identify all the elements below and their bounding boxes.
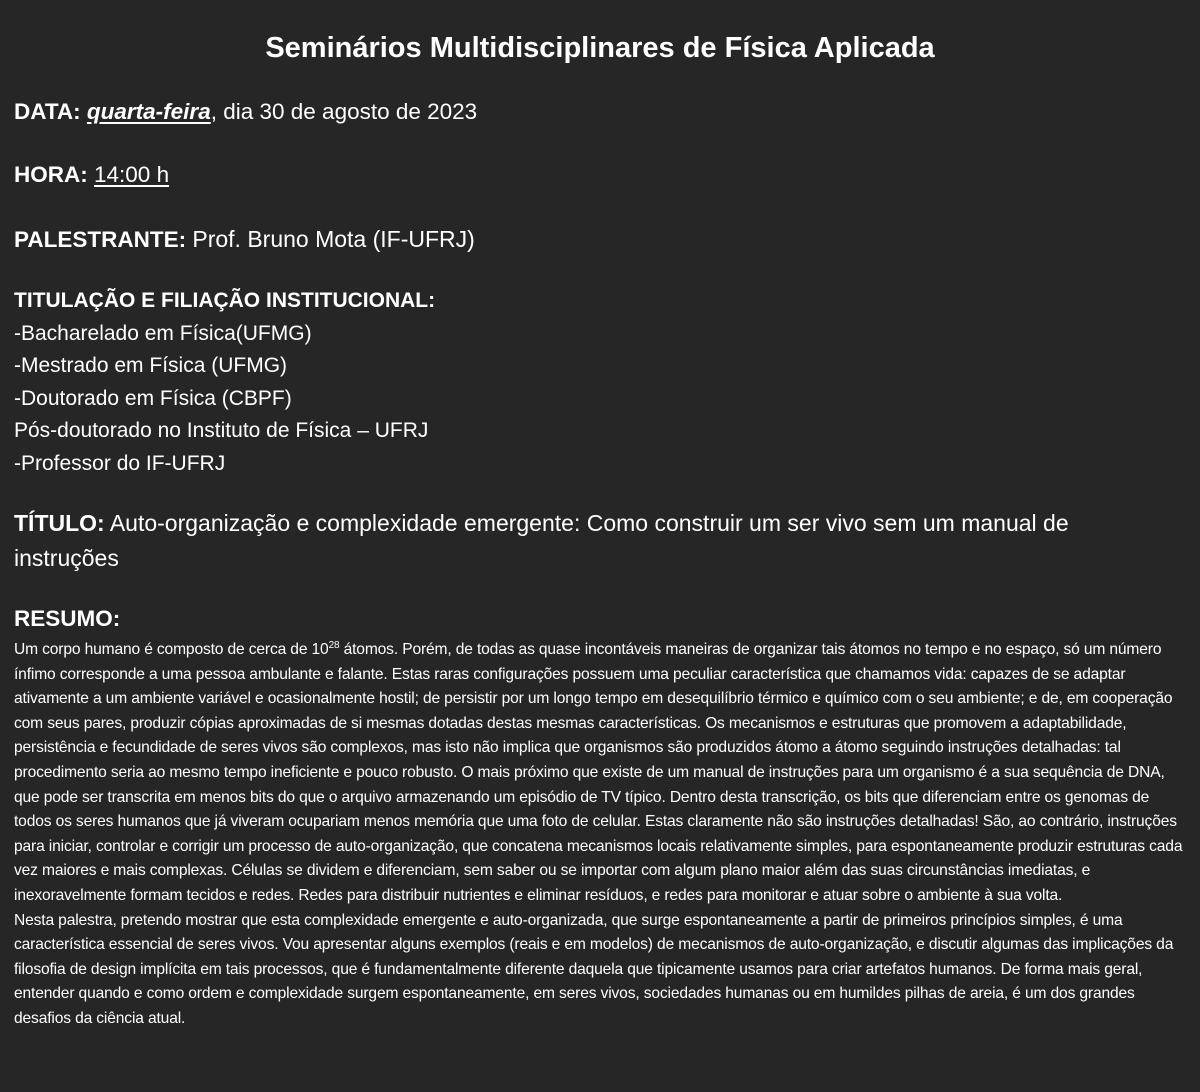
date-label: DATA: xyxy=(14,99,81,124)
speaker-label: PALESTRANTE: xyxy=(14,227,187,252)
exponent: 28 xyxy=(328,639,340,651)
abstract-paragraph-1 xyxy=(14,638,1186,909)
time-line xyxy=(14,160,169,190)
page-title: Seminários Multidisciplinares de Física Aplicada xyxy=(265,32,935,64)
talk-title-value: Auto-organização e complexidade emergente: Como construir um ser vivo sem um manual de instruções xyxy=(14,510,1069,571)
time-value: 14:00 h xyxy=(94,162,170,187)
date-weekday: quarta-feira xyxy=(86,99,211,124)
abstract-body xyxy=(14,638,1186,1032)
talk-title-block xyxy=(14,506,1174,576)
affiliation-section xyxy=(14,285,435,480)
affiliation-item: -Bacharelado em Física(UFMG) xyxy=(14,321,312,345)
speaker-value: Prof. Bruno Mota (IF-UFRJ) xyxy=(192,226,475,252)
abstract-heading: RESUMO: xyxy=(14,606,121,631)
abstract-text: átomos. Porém, de todas as quase incontáveis maneiras de organizar tais átomos no tempo e no espaço, só um número ínfimo corresponde a uma pessoa ambulante e falante. Estas raras configurações possuem uma peculiar característica que chamamos vida: capazes de se adaptar ativamente a um ambiente variável e ocasionalmente hostil; de persistir por um longo tempo em desequilíbrio térmico e químico com o seu ambiente; e de, em cooperação com seus pares, produzir cópias aproximadas de si mesmas dotadas destas mesmas características. Os mecanismos e estruturas que promovem a adaptabilidade, persistência e fecundidade de seres vivos são complexos, mas isto não implica que organismos são produzidos átomo a átomo seguindo instruções detalhadas: tal procedimento seria ao mesmo tempo ineficiente e pouco robusto. O mais próximo que existe de um manual de instruções para um organismo é a sua sequência de DNA, que pode ser transcrita em menos bits do que o arquivo armazenando um episódio de TV típico. Dentro desta transcrição, os bits que diferenciam entre os genomas de todos os seres humanos que já viveram ocupariam menos memória que uma foto de celular. Estas claramente não são instruções detalhadas! São, ao contrário, instruções para iniciar, controlar e corrigir um processo de auto-organização, que concatena mecanismos locais relativamente simples, para espontaneamente produzir estruturas cada vez maiores e mais complexas. Células se dividem e diferenciam, sem saber ou se importar com algum plano maior além das suas circunstâncias imediatas, e inexoravelmente formam tecidos e redes. Redes para distribuir nutrientes e eliminar resíduos, e redes para monitorar e atuar sobre o ambiente à sua volta. xyxy=(14,641,1183,904)
talk-title-label: TÍTULO: xyxy=(14,510,105,536)
abstract-text: Um corpo humano é composto de cerca de 10 xyxy=(14,641,329,658)
affiliation-item: Pós-doutorado no Instituto de Física – UFRJ xyxy=(14,419,429,442)
abstract-paragraph-2: Nesta palestra, pretendo mostrar que esta complexidade emergente e auto-organizada, que surge espontaneamente a partir de primeiros princípios simples, é uma característica essencial de seres vivos. Vou apresentar alguns exemplos (reais e em modelos) de mecanismos de auto-organização, e discutir algumas das implicações da filosofia de design implícita em tais processos, que é fundamentalmente diferente daquela que tipicamente usamos para criar artefatos humanos. De forma mais geral, entender quando e como ordem e complexidade surgem espontaneamente, em seres vivos, sociedades humanas ou em humildes pilhas de areia, é um dos grandes desafios da ciência atual. xyxy=(14,911,1174,1027)
date-line xyxy=(14,97,477,127)
affiliation-heading: TITULAÇÃO E FILIAÇÃO INSTITUCIONAL: xyxy=(14,289,436,312)
affiliation-item: -Professor do IF-UFRJ xyxy=(14,451,226,475)
affiliation-item: -Doutorado em Física (CBPF) xyxy=(14,386,292,410)
date-value: , dia 30 de agosto de 2023 xyxy=(210,99,478,124)
affiliation-item: -Mestrado em Física (UFMG) xyxy=(14,354,288,377)
speaker-line xyxy=(14,224,475,255)
time-label: HORA: xyxy=(14,162,88,187)
